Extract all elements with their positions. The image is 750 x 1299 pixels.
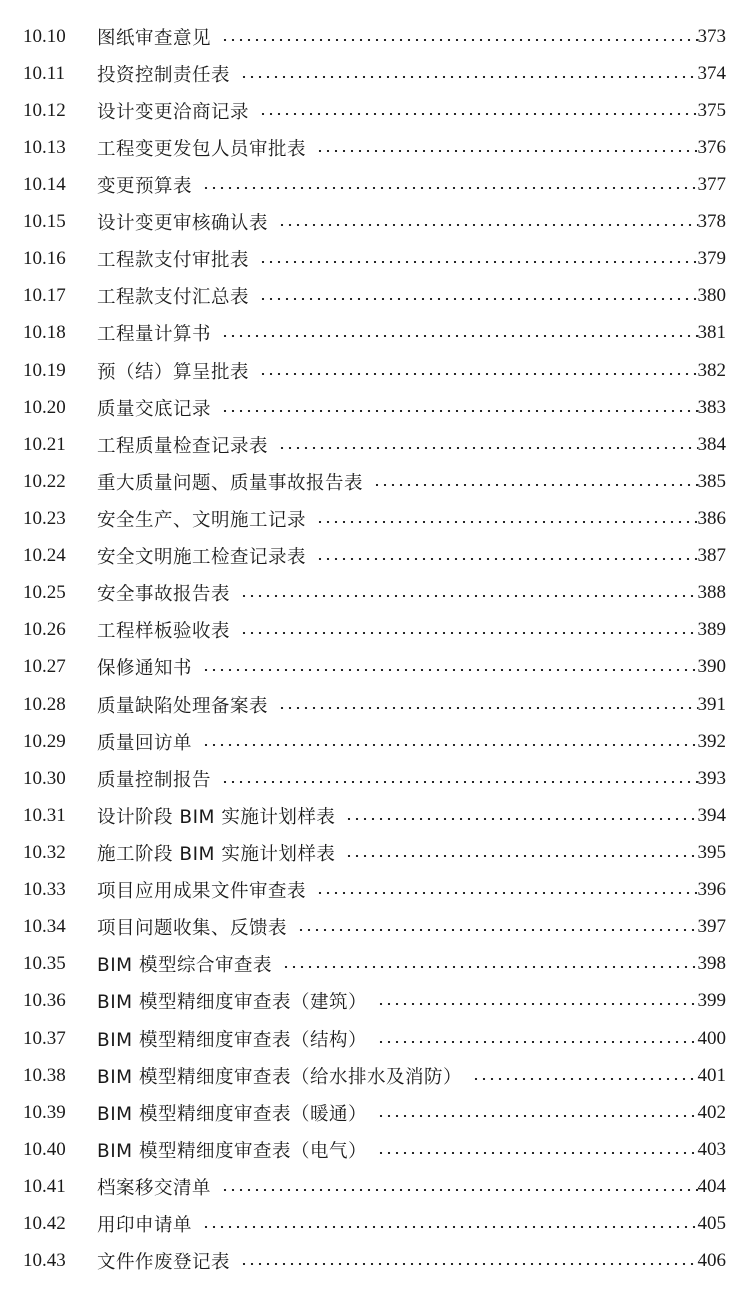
toc-entry-page: 379 xyxy=(697,248,726,270)
toc-entry[interactable] xyxy=(0,352,750,389)
toc-entry[interactable] xyxy=(0,575,750,612)
toc-entry-page: 386 xyxy=(697,507,726,529)
toc-entry-page: 376 xyxy=(697,136,726,158)
toc-leader-dots xyxy=(316,150,698,152)
toc-entry-number: 10.24 xyxy=(23,545,66,567)
toc-entry-number: 10.41 xyxy=(23,1175,66,1197)
toc-entry[interactable] xyxy=(0,872,750,909)
toc-leader-dots xyxy=(345,855,698,857)
toc-entry-page: 395 xyxy=(697,841,726,863)
toc-entry-title: 工程款支付汇总表 xyxy=(97,287,250,309)
toc-entry[interactable] xyxy=(0,315,750,352)
toc-entry-page: 400 xyxy=(697,1027,726,1049)
toc-entry-number: 10.23 xyxy=(23,507,66,529)
toc-entry[interactable] xyxy=(0,723,750,760)
toc-leader-dots xyxy=(377,1152,698,1154)
toc-entry[interactable] xyxy=(0,129,750,166)
toc-leader-dots xyxy=(202,187,698,189)
toc-entry-page: 374 xyxy=(697,62,726,84)
toc-entry-number: 10.26 xyxy=(23,619,66,641)
toc-entry-title: BIM 模型精细度审查表（结构） xyxy=(97,1029,367,1051)
toc-entry-title-wrap xyxy=(97,283,698,309)
toc-entry-title-wrap xyxy=(97,1137,698,1163)
toc-leader-dots xyxy=(221,335,698,337)
toc-entry[interactable] xyxy=(0,1243,750,1280)
toc-entry-title-wrap xyxy=(97,506,698,532)
toc-entry[interactable] xyxy=(0,1020,750,1057)
toc-entry[interactable] xyxy=(0,241,750,278)
toc-entry-number: 10.13 xyxy=(23,136,66,158)
toc-entry-title: 设计变更洽商记录 xyxy=(97,101,250,123)
toc-leader-dots xyxy=(316,892,698,894)
toc-entry-page: 389 xyxy=(697,619,726,641)
toc-entry-number: 10.20 xyxy=(23,396,66,418)
toc-entry[interactable] xyxy=(0,649,750,686)
toc-leader-dots xyxy=(221,781,698,783)
toc-entry-title-wrap xyxy=(97,654,698,680)
toc-entry[interactable] xyxy=(0,204,750,241)
toc-entry-title: BIM 模型精细度审查表（建筑） xyxy=(97,992,367,1014)
toc-entry[interactable] xyxy=(0,946,750,983)
toc-entry-title: 项目应用成果文件审查表 xyxy=(97,881,307,903)
toc-entry-page: 388 xyxy=(697,582,726,604)
toc-entry-title-wrap xyxy=(97,24,698,50)
toc-entry-title: 工程量计算书 xyxy=(97,324,212,346)
toc-entry-title: 预（结）算呈批表 xyxy=(97,361,250,383)
toc-leader-dots xyxy=(259,261,698,263)
toc-entry-number: 10.32 xyxy=(23,841,66,863)
toc-entry-title: 项目问题收集、反馈表 xyxy=(97,918,288,940)
toc-leader-dots xyxy=(259,298,698,300)
toc-entry-title-wrap xyxy=(97,729,698,755)
toc-entry-number: 10.15 xyxy=(23,211,66,233)
toc-entry-title-wrap xyxy=(97,1248,698,1274)
toc-entry-number: 10.29 xyxy=(23,730,66,752)
table-of-contents xyxy=(0,18,750,1280)
toc-entry-page: 384 xyxy=(697,433,726,455)
toc-entry-title-wrap xyxy=(97,951,698,977)
toc-entry-number: 10.43 xyxy=(23,1250,66,1272)
toc-entry-page: 391 xyxy=(697,693,726,715)
toc-entry-page: 399 xyxy=(697,990,726,1012)
toc-entry-title: 保修通知书 xyxy=(97,658,193,680)
toc-leader-dots xyxy=(297,929,698,931)
toc-entry[interactable] xyxy=(0,612,750,649)
toc-entry-title: 质量回访单 xyxy=(97,732,193,754)
toc-entry-title-wrap xyxy=(97,1026,698,1052)
toc-entry[interactable] xyxy=(0,1057,750,1094)
toc-entry-page: 406 xyxy=(697,1250,726,1272)
toc-entry-number: 10.36 xyxy=(23,990,66,1012)
toc-entry-number: 10.16 xyxy=(23,248,66,270)
toc-entry-title: 设计阶段 BIM 实施计划样表 xyxy=(97,806,336,828)
toc-entry[interactable] xyxy=(0,909,750,946)
toc-entry[interactable] xyxy=(0,166,750,203)
toc-entry-number: 10.39 xyxy=(23,1101,66,1123)
toc-entry-number: 10.25 xyxy=(23,582,66,604)
toc-entry-title: 档案移交清单 xyxy=(97,1177,212,1199)
toc-entry[interactable] xyxy=(0,686,750,723)
toc-entry-page: 381 xyxy=(697,322,726,344)
toc-leader-dots xyxy=(373,484,698,486)
toc-leader-dots xyxy=(278,447,698,449)
toc-entry-page: 375 xyxy=(697,99,726,121)
toc-entry-page: 396 xyxy=(697,879,726,901)
toc-entry-title: 安全文明施工检查记录表 xyxy=(97,547,307,569)
toc-entry[interactable] xyxy=(0,834,750,871)
toc-entry-page: 398 xyxy=(697,953,726,975)
toc-entry-title: 设计变更审核确认表 xyxy=(97,213,269,235)
toc-leader-dots xyxy=(282,966,698,968)
toc-entry-title-wrap xyxy=(97,469,698,495)
toc-entry[interactable] xyxy=(0,1168,750,1205)
toc-entry-title-wrap xyxy=(97,320,698,346)
toc-entry-title-wrap xyxy=(97,914,698,940)
toc-entry-title-wrap xyxy=(97,172,698,198)
toc-entry-page: 373 xyxy=(697,25,726,47)
toc-leader-dots xyxy=(377,1041,698,1043)
toc-leader-dots xyxy=(240,632,698,634)
toc-entry-number: 10.27 xyxy=(23,656,66,678)
toc-entry-title-wrap xyxy=(97,395,698,421)
toc-leader-dots xyxy=(377,1115,698,1117)
toc-entry-title-wrap xyxy=(97,98,698,124)
toc-entry-number: 10.30 xyxy=(23,767,66,789)
toc-entry-number: 10.35 xyxy=(23,953,66,975)
toc-entry-title-wrap xyxy=(97,135,698,161)
toc-entry-number: 10.40 xyxy=(23,1138,66,1160)
toc-leader-dots xyxy=(221,410,698,412)
toc-entry-title: 投资控制责任表 xyxy=(97,64,231,86)
toc-leader-dots xyxy=(377,1003,698,1005)
toc-entry-page: 405 xyxy=(697,1213,726,1235)
toc-entry-title-wrap xyxy=(97,580,698,606)
toc-entry-title: 安全生产、文明施工记录 xyxy=(97,509,307,531)
toc-entry-number: 10.38 xyxy=(23,1064,66,1086)
toc-entry[interactable] xyxy=(0,463,750,500)
toc-entry-title: 质量交底记录 xyxy=(97,398,212,420)
toc-entry-title: 质量控制报告 xyxy=(97,769,212,791)
toc-entry-title: 工程质量检查记录表 xyxy=(97,435,269,457)
toc-leader-dots xyxy=(278,224,698,226)
toc-leader-dots xyxy=(316,558,698,560)
toc-entry-title: 工程变更发包人员审批表 xyxy=(97,138,307,160)
toc-entry[interactable] xyxy=(0,1206,750,1243)
toc-leader-dots xyxy=(259,113,698,115)
toc-entry-number: 10.37 xyxy=(23,1027,66,1049)
toc-entry-number: 10.42 xyxy=(23,1213,66,1235)
toc-entry-title-wrap xyxy=(97,803,698,829)
toc-entry-title: 用印申请单 xyxy=(97,1215,193,1237)
toc-entry-title-wrap xyxy=(97,1063,698,1089)
toc-entry-title: BIM 模型精细度审查表（给水排水及消防） xyxy=(97,1066,462,1088)
toc-leader-dots xyxy=(259,373,698,375)
toc-entry-number: 10.21 xyxy=(23,433,66,455)
toc-entry-title: 质量缺陷处理备案表 xyxy=(97,695,269,717)
toc-entry-title-wrap xyxy=(97,617,698,643)
toc-entry-page: 390 xyxy=(697,656,726,678)
toc-entry-title: 图纸审查意见 xyxy=(97,27,212,49)
toc-entry-page: 402 xyxy=(697,1101,726,1123)
toc-entry-page: 387 xyxy=(697,545,726,567)
toc-leader-dots xyxy=(345,818,698,820)
toc-leader-dots xyxy=(202,744,698,746)
toc-leader-dots xyxy=(240,1263,698,1265)
toc-leader-dots xyxy=(316,521,698,523)
toc-leader-dots xyxy=(221,1189,698,1191)
toc-entry-page: 378 xyxy=(697,211,726,233)
toc-leader-dots xyxy=(240,76,698,78)
toc-leader-dots xyxy=(202,1226,698,1228)
toc-entry-title: 工程款支付审批表 xyxy=(97,250,250,272)
toc-entry[interactable] xyxy=(0,278,750,315)
toc-entry-number: 10.12 xyxy=(23,99,66,121)
toc-entry-page: 394 xyxy=(697,804,726,826)
toc-entry[interactable] xyxy=(0,55,750,92)
toc-entry[interactable] xyxy=(0,760,750,797)
toc-entry-title: 变更预算表 xyxy=(97,175,193,197)
toc-entry-title: 重大质量问题、质量事故报告表 xyxy=(97,472,364,494)
toc-entry-title-wrap xyxy=(97,692,698,718)
toc-entry-number: 10.28 xyxy=(23,693,66,715)
toc-entry-title-wrap xyxy=(97,209,698,235)
toc-entry-page: 377 xyxy=(697,173,726,195)
toc-entry-page: 393 xyxy=(697,767,726,789)
toc-entry-title-wrap xyxy=(97,432,698,458)
toc-entry-page: 392 xyxy=(697,730,726,752)
toc-entry-title-wrap xyxy=(97,840,698,866)
toc-entry-page: 401 xyxy=(697,1064,726,1086)
toc-entry-number: 10.14 xyxy=(23,173,66,195)
toc-entry-title: 工程样板验收表 xyxy=(97,621,231,643)
toc-entry[interactable] xyxy=(0,18,750,55)
toc-entry-number: 10.33 xyxy=(23,879,66,901)
toc-entry-title-wrap xyxy=(97,246,698,272)
toc-entry-page: 397 xyxy=(697,916,726,938)
toc-entry-number: 10.10 xyxy=(23,25,66,47)
toc-leader-dots xyxy=(202,669,698,671)
toc-entry-title-wrap xyxy=(97,358,698,384)
toc-entry-number: 10.34 xyxy=(23,916,66,938)
toc-entry-title-wrap xyxy=(97,877,698,903)
toc-entry-title: 文件作废登记表 xyxy=(97,1252,231,1274)
toc-entry-title-wrap xyxy=(97,1174,698,1200)
toc-entry[interactable] xyxy=(0,797,750,834)
toc-entry-title-wrap xyxy=(97,1100,698,1126)
toc-entry-title: 施工阶段 BIM 实施计划样表 xyxy=(97,843,336,865)
toc-entry-title-wrap xyxy=(97,988,698,1014)
toc-entry[interactable] xyxy=(0,389,750,426)
toc-entry[interactable] xyxy=(0,500,750,537)
toc-entry-title: 安全事故报告表 xyxy=(97,584,231,606)
toc-entry-title-wrap xyxy=(97,543,698,569)
toc-entry-title: BIM 模型综合审查表 xyxy=(97,955,272,977)
toc-entry-number: 10.17 xyxy=(23,285,66,307)
toc-entry[interactable] xyxy=(0,426,750,463)
toc-entry[interactable] xyxy=(0,1131,750,1168)
toc-entry-title: BIM 模型精细度审查表（暖通） xyxy=(97,1103,367,1125)
toc-entry[interactable] xyxy=(0,1094,750,1131)
toc-leader-dots xyxy=(221,39,698,41)
toc-entry-page: 385 xyxy=(697,470,726,492)
toc-leader-dots xyxy=(240,595,698,597)
toc-entry-number: 10.19 xyxy=(23,359,66,381)
toc-entry-page: 382 xyxy=(697,359,726,381)
toc-entry-title-wrap xyxy=(97,766,698,792)
toc-entry[interactable] xyxy=(0,92,750,129)
toc-entry-number: 10.18 xyxy=(23,322,66,344)
toc-entry-number: 10.31 xyxy=(23,804,66,826)
toc-entry-title: BIM 模型精细度审查表（电气） xyxy=(97,1140,367,1162)
toc-entry-title-wrap xyxy=(97,61,698,87)
toc-entry-number: 10.11 xyxy=(23,62,66,84)
toc-entry[interactable] xyxy=(0,538,750,575)
toc-leader-dots xyxy=(472,1078,698,1080)
toc-entry-page: 380 xyxy=(697,285,726,307)
toc-entry-number: 10.22 xyxy=(23,470,66,492)
toc-entry-page: 383 xyxy=(697,396,726,418)
toc-entry[interactable] xyxy=(0,983,750,1020)
toc-leader-dots xyxy=(278,707,698,709)
toc-entry-page: 403 xyxy=(697,1138,726,1160)
toc-entry-title-wrap xyxy=(97,1211,698,1237)
toc-entry-page: 404 xyxy=(697,1175,726,1197)
